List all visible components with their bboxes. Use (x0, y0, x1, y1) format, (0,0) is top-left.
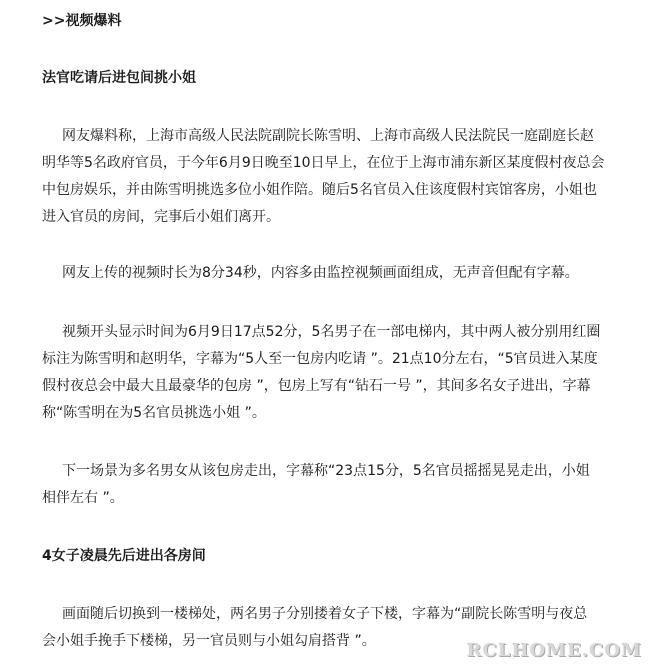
paragraph-line: 进入官员的房间，完事后小姐们离开。 (42, 209, 280, 225)
paragraph-line: 明华等5名政府官员，于今年6月9日晚至10日早上，在位于上海市浦东新区某度假村夜总会 (42, 155, 605, 171)
paragraph-line: 网友爆料称，上海市高级人民法院副院长陈雪明、上海市高级人民法院民一庭副庭长赵 (62, 128, 594, 144)
paragraph-line: 标注为陈雪明和赵明华，字幕为“5人至一包房内吃请 ”。21点10分左右，“5官员进入某度 (42, 351, 598, 367)
paragraph-line: 网友上传的视频时长为8分34秒，内容多由监控视频画面组成，无声音但配有字幕。 (62, 265, 579, 281)
paragraph-line: 下一场景为多名男女从该包房走出，字幕称“23点15分，5名官员摇摇晃晃走出，小姐 (62, 463, 590, 479)
subheading-judges-dinner: 法官吃请后进包间挑小姐 (42, 70, 196, 86)
paragraph-line: 视频开头显示时间为6月9日17点52分，5名男子在一部电梯内，其中两人被分别用红圈 (62, 324, 601, 340)
paragraph-line: 相伴左右 ”。 (42, 490, 124, 506)
subheading-women-rooms: 4女子凌晨先后进出各房间 (42, 548, 206, 564)
section-heading: >>视频爆料 (42, 13, 122, 29)
paragraph-line: 画面随后切换到一楼梯处，两名男子分别搂着女子下楼，字幕为“副院长陈雪明与夜总 (62, 606, 588, 622)
site-watermark: RCLHOME.COM (466, 640, 642, 661)
paragraph-line: 假村夜总会中最大且最豪华的包房 ”，包房上写有“钻石一号 ”，其间多名女子进出，字幕 (42, 378, 591, 394)
paragraph-line: 中包房娱乐，并由陈雪明挑选多位小姐作陪。随后5名官员入住该度假村宾馆客房，小姐也 (42, 182, 597, 198)
paragraph-line: 称“陈雪明在为5名官员挑选小姐 ”。 (42, 405, 266, 421)
paragraph-line: 会小姐手挽手下楼梯，另一官员则与小姐勾肩搭背 ”。 (42, 633, 376, 649)
